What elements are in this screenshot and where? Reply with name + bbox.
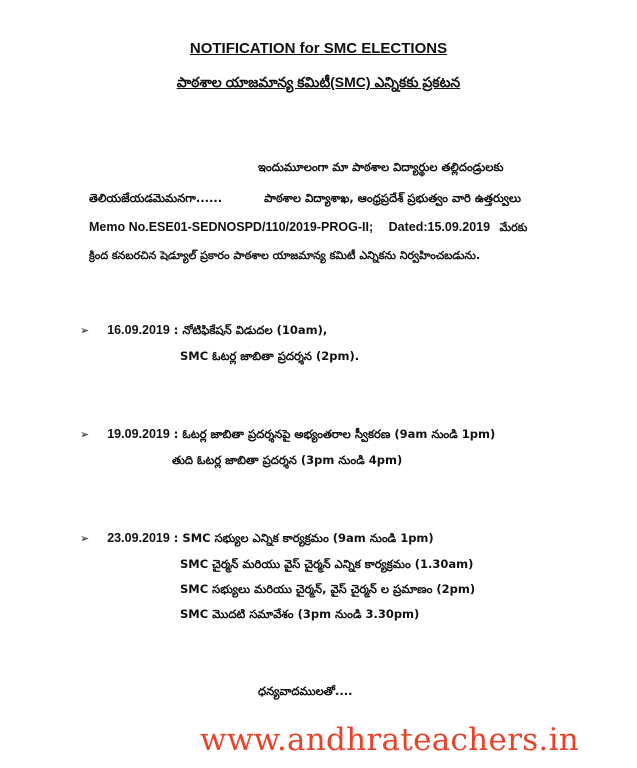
schedule-event-line: SMC మొదటి సమావేశం (3pm నుండి 3.30pm) xyxy=(180,607,420,621)
schedule-item-2 xyxy=(80,426,495,443)
intro-greeting: తెలియజేయడమెమనగా...... xyxy=(89,191,223,205)
schedule-event-line: SMC ఓటర్ల జాబితా ప్రదర్శన (2pm). xyxy=(180,349,360,363)
intro-line-4: క్రింద కనబరచిన షెడ్యూల్ ప్రకారం పాఠశాల యాజమాన్య కమిటీ ఎన్నికను నిర్వహించబడును. xyxy=(89,249,481,262)
schedule-event-line: SMC చైర్మన్ మరియు వైస్ చైర్మన్ ఎన్నిక కార్యక్రమం (1.30am) xyxy=(180,557,474,571)
closing-text: ధన్యవాదములతో.... xyxy=(258,684,353,698)
schedule-item-1 xyxy=(80,322,327,339)
website-watermark: www.andhrateachers.in xyxy=(200,722,580,758)
memo-number: Memo No.ESE01-SEDNOSPD/110/2019-PROG-II; xyxy=(89,220,374,234)
schedule-event: నోటిఫికేషన్ విడుదల (10am), xyxy=(182,323,328,337)
memo-tail: మేరకు xyxy=(499,221,528,234)
intro-department: పాఠశాల విద్యాశాఖ, ఆంధ్రప్రదేశ్ ప్రభుత్వం వారి ఉత్తర్వులు xyxy=(264,191,522,205)
memo-date: Dated:15.09.2019 xyxy=(388,220,491,234)
schedule-event-line: తుది ఓటర్ల జాబితా ప్రదర్శన (3pm నుండి 4pm) xyxy=(172,453,403,467)
schedule-date: 23.09.2019 xyxy=(107,531,170,545)
bullet-icon: ➢ xyxy=(80,532,90,545)
schedule-separator: : xyxy=(169,531,183,545)
schedule-event: SMC సభ్యుల ఎన్నిక కార్యక్రమం (9am నుండి 1pm) xyxy=(182,531,434,545)
schedule-separator: : xyxy=(169,427,183,441)
bullet-icon: ➢ xyxy=(80,324,90,337)
schedule-item-3 xyxy=(80,530,434,547)
intro-line-1: ఇందుమూలంగా మా పాఠశాల విద్యార్థుల తల్లిదండ్రులకు xyxy=(258,160,504,174)
schedule-event: ఓటర్ల జాబితా ప్రదర్శనపై అభ్యంతరాల స్వీకరణ (9am నుండి 1pm) xyxy=(182,427,496,441)
schedule-date: 19.09.2019 xyxy=(107,427,170,441)
bullet-icon: ➢ xyxy=(80,428,90,441)
title-telugu: పాఠశాల యాజమాన్య కమిటీ(SMC) ఎన్నికకు ప్రకటన xyxy=(176,74,461,90)
schedule-separator: : xyxy=(169,323,183,337)
schedule-event-line: SMC సభ్యులు మరియు చైర్మన్, వైస్ చైర్మన్ ల ప్రమాణం (2pm) xyxy=(180,582,476,596)
intro-line-2 xyxy=(89,190,521,206)
title-english: NOTIFICATION for SMC ELECTIONS xyxy=(189,40,448,57)
memo-line xyxy=(89,219,527,236)
schedule-date: 16.09.2019 xyxy=(107,323,170,337)
